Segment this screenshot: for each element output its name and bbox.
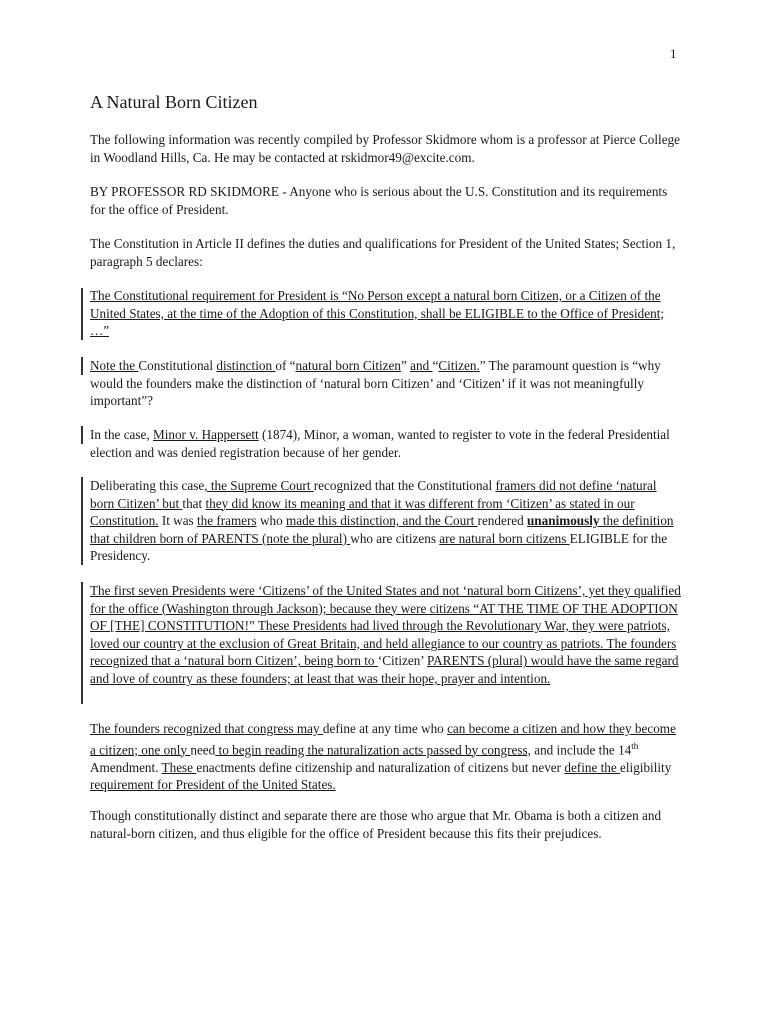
text-run: define the <box>564 759 621 775</box>
document-title: A Natural Born Citizen <box>90 92 258 112</box>
text-run: that <box>182 495 206 511</box>
text-run: the definition that children born of PARENTS (note the plural) <box>90 513 674 546</box>
congress-naturalization-paragraph <box>90 720 682 794</box>
text-run: can <box>447 721 469 736</box>
text-run: become a citizen and how they become a citizen; one only <box>90 721 676 757</box>
text-run: of “ <box>275 358 296 373</box>
text-run: t least that was their hope, prayer and intention. <box>299 670 551 686</box>
revision-bar <box>81 357 83 375</box>
text-run: framers did not define ‘natural born Citizen’ but <box>90 478 657 511</box>
text-run: need <box>190 741 216 757</box>
text-run: who are citizens <box>350 530 440 546</box>
closing-paragraph: Though constitutionally distinct and separate there are those who argue that Mr. Obama is both a citizen and natural-born citizen, and thus eligible for the office of President because this fits their prejudices. <box>90 808 662 841</box>
text-run: are natural born citizens <box>439 530 570 546</box>
text-run: eligibility <box>620 759 672 775</box>
minor-v-happersett-paragraph <box>90 426 682 461</box>
text-run: In the case, <box>90 427 153 442</box>
distinction-paragraph <box>90 357 682 410</box>
text-run: ” <box>479 358 486 373</box>
text-run: recognized that the <box>313 478 418 493</box>
constitution-quote-paragraph: The Constitutional requirement for President is “No Person except a natural born Citizen, or a Citizen of the United States, at the time of the Adoption of this Constitution, shall be ELIGIBLE to the Office of President; …” <box>90 288 665 339</box>
intro-paragraph: The following information was recently compiled by Professor Skidmore whom is a professor at Pierce College in Woodland Hills, Ca. He may be contacted at rskidmor49@excite.com. <box>90 132 681 165</box>
revision-bar <box>81 426 83 444</box>
text-run: PARENTS (plural) would have the same regard and love of country as these founders; a <box>90 653 679 686</box>
text-run: Deliberating this case <box>90 478 205 493</box>
text-run: The paramount question is “why would the founders make the distinction of ‘natural born Citizen’ and ‘Citizen’ if it was not meaningfully important”? <box>90 358 661 409</box>
text-run: Citizen. <box>438 358 480 373</box>
text-run: Constitutional <box>138 358 217 373</box>
case-name: Minor v. Happersett <box>152 427 259 442</box>
text-run: rendered <box>477 513 527 529</box>
text-run: natural born Citizen <box>295 358 401 373</box>
text-run: Note the <box>90 358 139 373</box>
text-run: made this distinction, and the Court <box>285 513 478 529</box>
text-run: (1874), Minor, a woman, wanted to register to vote in the federal Presidential election and was denied registration because of her gender. <box>90 427 670 460</box>
text-run: they did know its meaning and that it was different from ‘ <box>205 495 511 511</box>
text-run: , the Supreme Court <box>204 478 314 493</box>
text-run: enactments define citizenship and naturalization of citizens but never <box>196 759 565 775</box>
text-run: “ <box>432 358 439 373</box>
text-run: to begin reading the naturalization acts passed by congress, <box>215 741 531 757</box>
text-run: requirement for President of the United States. <box>90 777 336 793</box>
text-run: Citizen <box>510 495 549 511</box>
text-run: define at any time who <box>322 721 448 736</box>
text-run: ’ as stated in our Constitution. <box>90 495 635 529</box>
article-ii-paragraph: The Constitution in Article II defines the duties and qualifications for President of the United States; Section 1, paragraph 5 declares: <box>90 236 676 269</box>
byline-paragraph: BY PROFESSOR RD SKIDMORE - Anyone who is serious about the U.S. Constitution and its requirements for the office of President. <box>90 184 668 217</box>
text-run: The first seven Presidents were ‘Citizens’ of the United States and not ‘natural born Citizens’, yet they qualified for the office (Washington through Jackson); <box>90 583 681 616</box>
page-number: 1 <box>670 46 677 61</box>
text-run: Constitutional <box>417 478 496 493</box>
text-run: the framers <box>196 513 257 529</box>
revision-bar <box>81 477 83 565</box>
text-run: who <box>256 513 286 529</box>
supreme-court-paragraph <box>90 477 682 565</box>
text-run: unanimously <box>526 513 600 529</box>
first-seven-presidents-paragraph <box>90 582 682 688</box>
text-run: It was <box>158 513 197 529</box>
revision-bar <box>81 288 83 340</box>
text-run: ” <box>400 358 411 373</box>
text-run: and include the 14 <box>530 741 632 757</box>
text-run: These <box>161 759 197 775</box>
text-run: and <box>410 358 433 373</box>
text-run: ‘Citizen’ <box>377 653 428 669</box>
text-run: distinction <box>216 358 276 373</box>
text-run: The founders recognized that congress may <box>90 721 323 736</box>
text-run: Amendment. <box>90 759 162 775</box>
revision-bar <box>81 582 83 704</box>
superscript: th <box>631 740 639 751</box>
text-run: because they were citizens “AT THE TIME OF THE ADOPTION OF [THE] CONSTITUTION!” These Presidents had lived through the Revolutionary War, they were patriots, loved our country at the exclusion of Great Britain, and held allegiance to our country as patriots. The founders recognized that a ‘natural born Citizen’, being born to <box>90 600 678 669</box>
text-run: ELIGIBLE for the Presidency. <box>90 530 668 564</box>
